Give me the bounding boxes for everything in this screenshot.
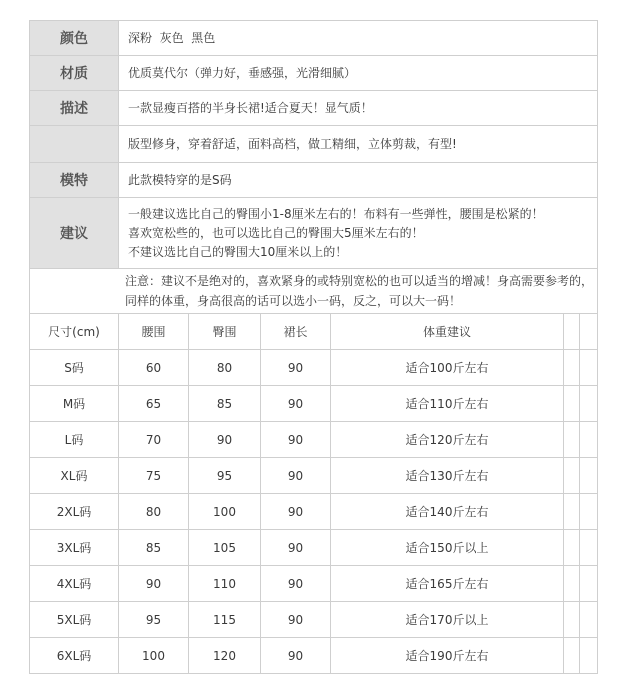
length-cell: 90 <box>261 602 331 638</box>
size-cell: M码 <box>30 386 119 422</box>
header-size: 尺寸(cm) <box>30 314 119 350</box>
blank-cell <box>564 422 580 458</box>
blank-cell <box>564 638 580 674</box>
advice-line-3: 不建议选比自己的臀围大10厘米以上的！ <box>128 244 348 259</box>
size-cell: 6XL码 <box>30 638 119 674</box>
blank-cell <box>580 638 598 674</box>
hip-cell: 95 <box>189 458 261 494</box>
waist-cell: 100 <box>119 638 189 674</box>
hip-cell: 115 <box>189 602 261 638</box>
product-spec-sheet <box>29 20 597 674</box>
length-cell: 90 <box>261 566 331 602</box>
blank-cell <box>564 458 580 494</box>
size-cell: 2XL码 <box>30 494 119 530</box>
hip-cell: 110 <box>189 566 261 602</box>
waist-cell: 60 <box>119 350 189 386</box>
blank-cell <box>580 386 598 422</box>
weight-cell: 适合110斤左右 <box>331 386 564 422</box>
blank-cell <box>564 602 580 638</box>
size-cell: L码 <box>30 422 119 458</box>
weight-cell: 适合130斤左右 <box>331 458 564 494</box>
waist-cell: 65 <box>119 386 189 422</box>
length-cell: 90 <box>261 494 331 530</box>
color-row <box>30 21 598 56</box>
hip-cell: 90 <box>189 422 261 458</box>
blank-cell <box>564 494 580 530</box>
hip-cell: 85 <box>189 386 261 422</box>
advice-row <box>30 198 598 269</box>
blank-cell <box>580 422 598 458</box>
table-row <box>30 638 598 674</box>
blank-cell <box>564 350 580 386</box>
header-blank-1 <box>564 314 580 350</box>
model-label: 模特 <box>30 163 119 198</box>
length-cell: 90 <box>261 350 331 386</box>
waist-cell: 95 <box>119 602 189 638</box>
advice-line-2: 喜欢宽松些的，也可以选比自己的臀围大5厘米左右的！ <box>128 225 424 240</box>
table-row <box>30 458 598 494</box>
length-cell: 90 <box>261 638 331 674</box>
size-cell: 4XL码 <box>30 566 119 602</box>
material-value: 优质莫代尔（弹力好，垂感强，光滑细腻） <box>119 56 598 91</box>
color-value: 深粉 灰色 黑色 <box>119 21 598 56</box>
description-label: 描述 <box>30 91 119 126</box>
description-detail-label-cell <box>30 126 119 163</box>
color-label: 颜色 <box>30 21 119 56</box>
waist-cell: 90 <box>119 566 189 602</box>
weight-cell: 适合100斤左右 <box>331 350 564 386</box>
material-label: 材质 <box>30 56 119 91</box>
note-row <box>30 269 598 314</box>
blank-cell <box>580 350 598 386</box>
length-cell: 90 <box>261 458 331 494</box>
waist-cell: 85 <box>119 530 189 566</box>
blank-cell <box>564 566 580 602</box>
weight-cell: 适合165斤左右 <box>331 566 564 602</box>
waist-cell: 70 <box>119 422 189 458</box>
length-cell: 90 <box>261 386 331 422</box>
size-cell: 5XL码 <box>30 602 119 638</box>
advice-value <box>119 198 598 269</box>
weight-cell: 适合150斤以上 <box>331 530 564 566</box>
blank-cell <box>580 602 598 638</box>
model-row <box>30 163 598 198</box>
table-row <box>30 422 598 458</box>
description-detail-value: 版型修身，穿着舒适，面料高档，做工精细，立体剪裁，有型! <box>119 126 598 163</box>
header-waist: 腰围 <box>119 314 189 350</box>
model-value: 此款模特穿的是S码 <box>119 163 598 198</box>
hip-cell: 80 <box>189 350 261 386</box>
size-cell: S码 <box>30 350 119 386</box>
blank-cell <box>564 530 580 566</box>
header-length: 裙长 <box>261 314 331 350</box>
description-detail-row <box>30 126 598 163</box>
header-weight: 体重建议 <box>331 314 564 350</box>
note-text: 注意：建议不是绝对的，喜欢紧身的或特别宽松的也可以适当的增减！身高需要参考的，同样的体重，身高很高的话可以选小一码，反之，可以大一码！ <box>30 269 598 314</box>
table-row <box>30 350 598 386</box>
advice-label: 建议 <box>30 198 119 269</box>
hip-cell: 120 <box>189 638 261 674</box>
weight-cell: 适合170斤以上 <box>331 602 564 638</box>
header-hip: 臀围 <box>189 314 261 350</box>
table-row <box>30 566 598 602</box>
length-cell: 90 <box>261 530 331 566</box>
blank-cell <box>564 386 580 422</box>
size-cell: 3XL码 <box>30 530 119 566</box>
size-cell: XL码 <box>30 458 119 494</box>
advice-line-1: 一般建议选比自己的臀围小1-8厘米左右的！布料有一些弹性，腰围是松紧的！ <box>128 206 544 221</box>
table-row <box>30 494 598 530</box>
weight-cell: 适合190斤左右 <box>331 638 564 674</box>
description-row <box>30 91 598 126</box>
weight-cell: 适合140斤左右 <box>331 494 564 530</box>
blank-cell <box>580 458 598 494</box>
header-blank-2 <box>580 314 598 350</box>
material-row <box>30 56 598 91</box>
blank-cell <box>580 566 598 602</box>
hip-cell: 105 <box>189 530 261 566</box>
size-chart-table <box>29 313 598 674</box>
table-row <box>30 386 598 422</box>
blank-cell <box>580 494 598 530</box>
weight-cell: 适合120斤左右 <box>331 422 564 458</box>
product-info-table <box>29 20 598 314</box>
size-chart-header <box>30 314 598 350</box>
waist-cell: 75 <box>119 458 189 494</box>
table-row <box>30 602 598 638</box>
waist-cell: 80 <box>119 494 189 530</box>
hip-cell: 100 <box>189 494 261 530</box>
blank-cell <box>580 530 598 566</box>
length-cell: 90 <box>261 422 331 458</box>
table-row <box>30 530 598 566</box>
description-value: 一款显瘦百搭的半身长裙!适合夏天！显气质！ <box>119 91 598 126</box>
